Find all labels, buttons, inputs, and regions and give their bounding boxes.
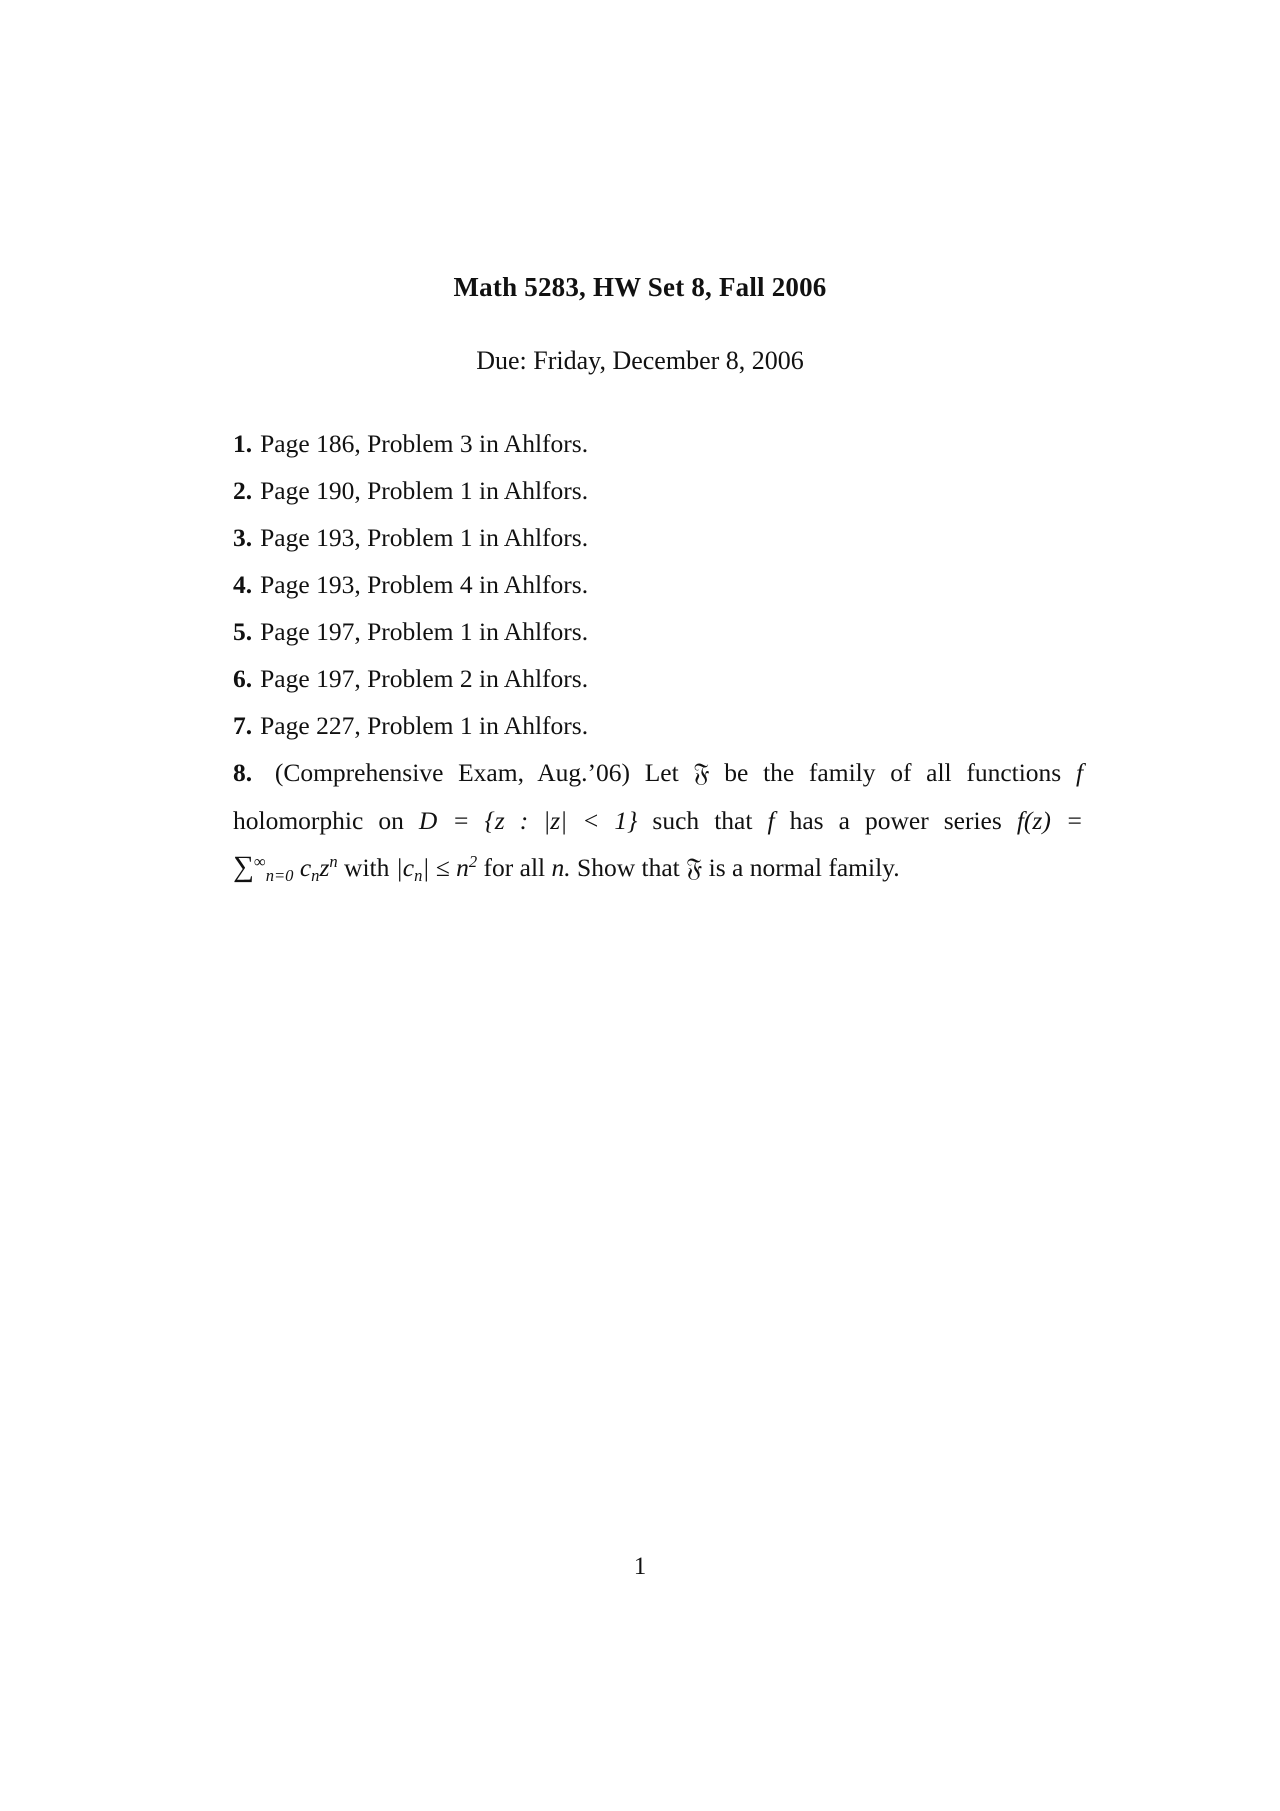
problem-item: [233, 467, 1083, 514]
problem-8-text: be the family of all functions: [724, 758, 1062, 787]
due-date: Due: Friday, December 8, 2006: [476, 346, 804, 375]
math-subscript-n: n: [414, 865, 423, 885]
math-unit-disk: = {z : |z| < 1}: [452, 806, 638, 835]
problem-8-line-2: [233, 797, 1083, 844]
problem-8-text: is a normal family.: [708, 853, 900, 882]
problem-number: 7.: [233, 711, 253, 740]
problem-8-text: for all: [483, 853, 546, 882]
problem-item: [233, 561, 1083, 608]
document-title: Math 5283, HW Set 8, Fall 2006: [453, 272, 827, 302]
summation-symbol: ∑: [233, 851, 254, 883]
problem-text: Page 193, Problem 1 in Ahlfors.: [260, 523, 589, 552]
problem-text: Page 190, Problem 1 in Ahlfors.: [260, 476, 589, 505]
math-leq-n: | ≤ n: [422, 853, 469, 882]
math-abs-c: |c: [395, 853, 415, 882]
math-cn: [299, 851, 338, 885]
problem-number: 6.: [233, 664, 253, 693]
problem-text: Page 227, Problem 1 in Ahlfors.: [260, 711, 589, 740]
problem-8-line-1: [233, 749, 1083, 797]
math-inequality: [395, 851, 478, 885]
math-exponent-n: n: [329, 851, 338, 871]
problem-list: [233, 420, 1083, 892]
problem-item: [233, 514, 1083, 561]
problem-8-text: (Comprehensive Exam, Aug.’06) Let: [274, 758, 679, 787]
math-f: f: [1075, 758, 1084, 787]
family-symbol: 𝔉: [693, 758, 710, 788]
family-symbol: 𝔉: [686, 853, 703, 883]
problem-item-8: [233, 749, 1083, 892]
math-fz: f(z) =: [1016, 806, 1084, 835]
problem-number: 2.: [233, 476, 253, 505]
problem-number: 4.: [233, 570, 253, 599]
problem-8-text: Show that: [577, 853, 680, 882]
problem-number: 1.: [233, 429, 253, 458]
problem-text: Page 193, Problem 4 in Ahlfors.: [260, 570, 589, 599]
math-D: D: [418, 806, 438, 835]
math-square: 2: [468, 851, 478, 871]
math-n: n.: [551, 853, 571, 882]
problem-item: [233, 608, 1083, 655]
math-f: f: [767, 806, 775, 835]
problem-text: Page 186, Problem 3 in Ahlfors.: [260, 429, 589, 458]
problem-8-text: such that: [652, 806, 753, 835]
sum-lower-limit: n=0: [265, 865, 294, 885]
problem-8-text: has a power series: [789, 806, 1002, 835]
math-z: z: [319, 853, 330, 882]
math-subscript-n: n: [311, 865, 320, 885]
problem-text: Page 197, Problem 2 in Ahlfors.: [260, 664, 589, 693]
problem-text: Page 197, Problem 1 in Ahlfors.: [260, 617, 589, 646]
problem-item: [233, 702, 1083, 749]
problem-number: 8.: [233, 758, 253, 787]
math-c: c: [299, 853, 312, 882]
sum-upper-limit: ∞: [253, 851, 266, 871]
problem-number: 5.: [233, 617, 253, 646]
problem-8-text: holomorphic on: [233, 806, 404, 835]
problem-number: 3.: [233, 523, 253, 552]
problem-item: [233, 655, 1083, 702]
problem-item: [233, 420, 1083, 467]
problem-8-line-3: [233, 844, 1083, 892]
problem-8-text: with: [344, 853, 390, 882]
page-number: 1: [633, 1553, 647, 1580]
